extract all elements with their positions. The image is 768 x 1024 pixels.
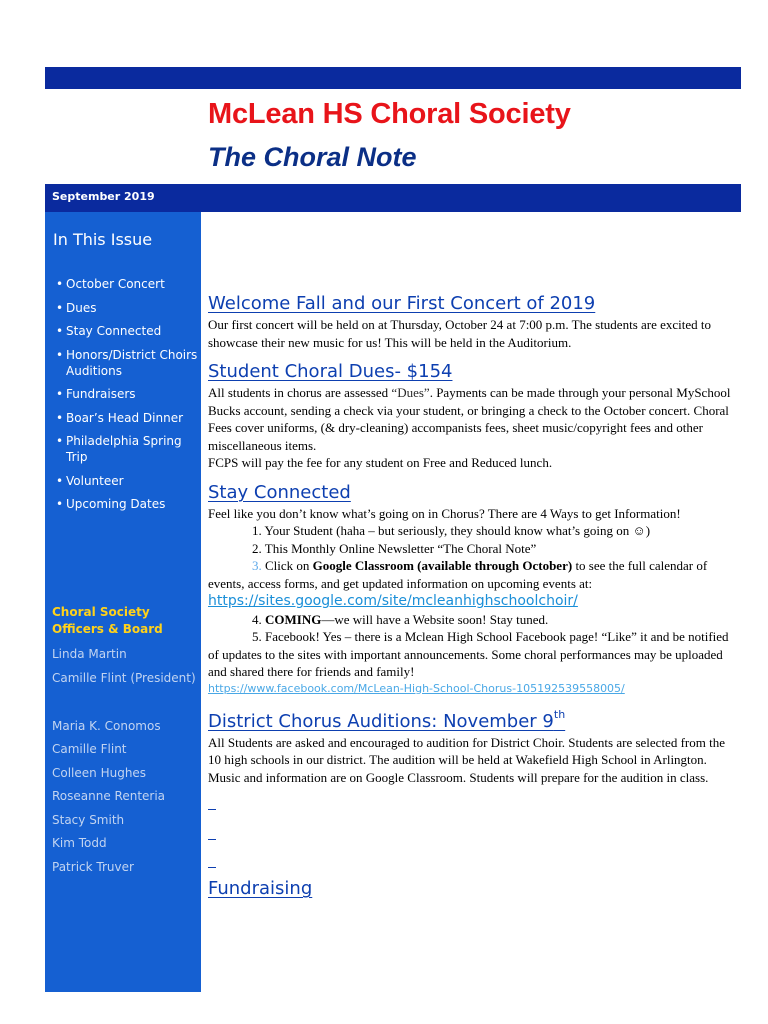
fundraising-heading: Fundraising <box>208 878 313 899</box>
dues-body-post: . Payments can be made through your personal MySchool Bucks account, sending a check via your student, or bringing a check to the October concert. Choral Fees cover uniforms, (& dry-cleaning) accompanists fees, sheet music/copyright fees and other miscellaneous items. <box>208 385 731 453</box>
toc-item-dues[interactable]: • Dues <box>53 300 199 316</box>
org-title: McLean HS Choral Society <box>208 98 571 130</box>
top-banner-bar <box>45 67 741 89</box>
toc-item-volunteer[interactable]: • Volunteer <box>53 473 199 489</box>
way-item-3-post: to see the full calendar of events, access forms, and get updated information on upcoming events at: <box>208 558 708 591</box>
officers-list <box>52 646 198 882</box>
dues-body <box>208 384 733 454</box>
empty-link[interactable] <box>208 855 733 875</box>
masthead <box>208 96 571 174</box>
empty-link[interactable] <box>208 795 733 825</box>
district-heading-sup: th <box>553 707 566 721</box>
officer-name: Maria K. Conomos <box>52 718 161 733</box>
way-item-5 <box>208 628 733 681</box>
main-content <box>208 292 733 910</box>
dues-section <box>208 360 733 472</box>
toc-item-upcoming-dates[interactable]: • Upcoming Dates <box>53 496 199 512</box>
toc-item-fundraisers[interactable]: • Fundraisers <box>53 386 199 402</box>
way-item-3-number: 3. <box>252 558 262 573</box>
dues-body-pre: All students in chorus are assessed <box>208 385 392 400</box>
empty-link-mark <box>208 839 216 840</box>
way-item-5-text: 5. Facebook! Yes – there is a Mclean High School Facebook page! “Like” it and be notified of updates to the sites with important announcements. Some choral performances may be uploaded and shared there for friends and family! <box>208 629 729 679</box>
way-item-4 <box>208 611 733 629</box>
welcome-heading: Welcome Fall and our First Concert of 2019 <box>208 293 596 314</box>
date-bar <box>45 184 741 212</box>
google-classroom-label: Google Classroom (available through October) <box>312 558 573 573</box>
empty-link-mark <box>208 809 216 810</box>
district-heading-text: District Chorus Auditions: November 9 <box>208 710 554 732</box>
way-item-2: 2. This Monthly Online Newsletter “The Choral Note” <box>252 540 537 556</box>
google-sites-link[interactable]: https://sites.google.com/site/mcleanhighschoolchoir/ <box>208 593 578 609</box>
way-item-3 <box>208 557 733 611</box>
sidebar <box>45 212 201 992</box>
district-body: All Students are asked and encouraged to audition for District Choir. Students are selected from the 10 high schools in our district. The audition will be held at Wakefield High School in Arlington. Music and information are on Google Classroom. Students will prepare for the audition in class. <box>208 734 725 785</box>
issue-date: September 2019 <box>52 190 155 203</box>
district-section <box>208 707 733 787</box>
officers-heading: Choral Society Officers & Board <box>52 605 163 636</box>
officer-name: Patrick Truver <box>52 859 134 874</box>
stay-connected-section <box>208 481 733 696</box>
fundraising-section <box>208 877 733 901</box>
officer-name: Camille Flint (President) <box>52 670 196 685</box>
dues-heading: Student Choral Dues- $154 <box>208 361 453 382</box>
way-item-3-pre: Click on <box>261 558 313 573</box>
ways-list <box>208 522 733 681</box>
toc-item-october-concert[interactable]: • October Concert <box>53 276 199 292</box>
way-item-4-post: —we will have a Website soon! Stay tuned. <box>321 611 549 627</box>
coming-label: COMING <box>265 611 322 627</box>
officer-name: Roseanne Renteria <box>52 789 166 803</box>
toc-item-auditions[interactable]: • Honors/District Choirs Auditions <box>53 347 199 379</box>
toc-item-boars-head-dinner[interactable]: • Boar’s Head Dinner <box>53 410 199 426</box>
officer-name: Camille Flint <box>52 742 127 756</box>
district-heading <box>208 707 733 734</box>
officer-name: Stacy Smith <box>52 812 125 827</box>
toc-item-stay-connected[interactable]: • Stay Connected <box>53 323 199 339</box>
officer-name: Colleen Hughes <box>52 765 147 780</box>
table-of-contents <box>53 276 199 520</box>
stay-connected-intro: Feel like you don’t know what’s going on in Chorus? There are 4 Ways to get Information! <box>208 505 681 521</box>
way-item-4-number: 4. <box>252 611 265 627</box>
empty-link-mark <box>208 867 216 868</box>
way-item-1: 1. Your Student (haha – but seriously, they should know what’s going on ☺) <box>252 523 651 538</box>
welcome-body: Our first concert will be held on at Thursday, October 24 at 7:00 p.m. The students are excited to showcase their new music for us! This will be held in the Auditorium. <box>208 317 712 350</box>
toc-item-philadelphia-trip[interactable]: • Philadelphia Spring Trip <box>53 433 199 465</box>
dues-body-2: FCPS will pay the fee for any student on Free and Reduced lunch. <box>208 455 553 470</box>
stay-connected-heading: Stay Connected <box>208 481 351 503</box>
empty-link[interactable] <box>208 825 733 855</box>
in-this-issue-heading: In This Issue <box>53 230 153 249</box>
officer-name: Kim Todd <box>52 836 107 850</box>
officer-name: Linda Martin <box>52 647 127 661</box>
dues-quote: “Dues” <box>391 385 430 400</box>
newsletter-title: The Choral Note <box>208 142 417 172</box>
welcome-section <box>208 292 733 351</box>
facebook-link[interactable]: https://www.facebook.com/McLean-High-School-Chorus-105192539558005/ <box>208 681 625 695</box>
